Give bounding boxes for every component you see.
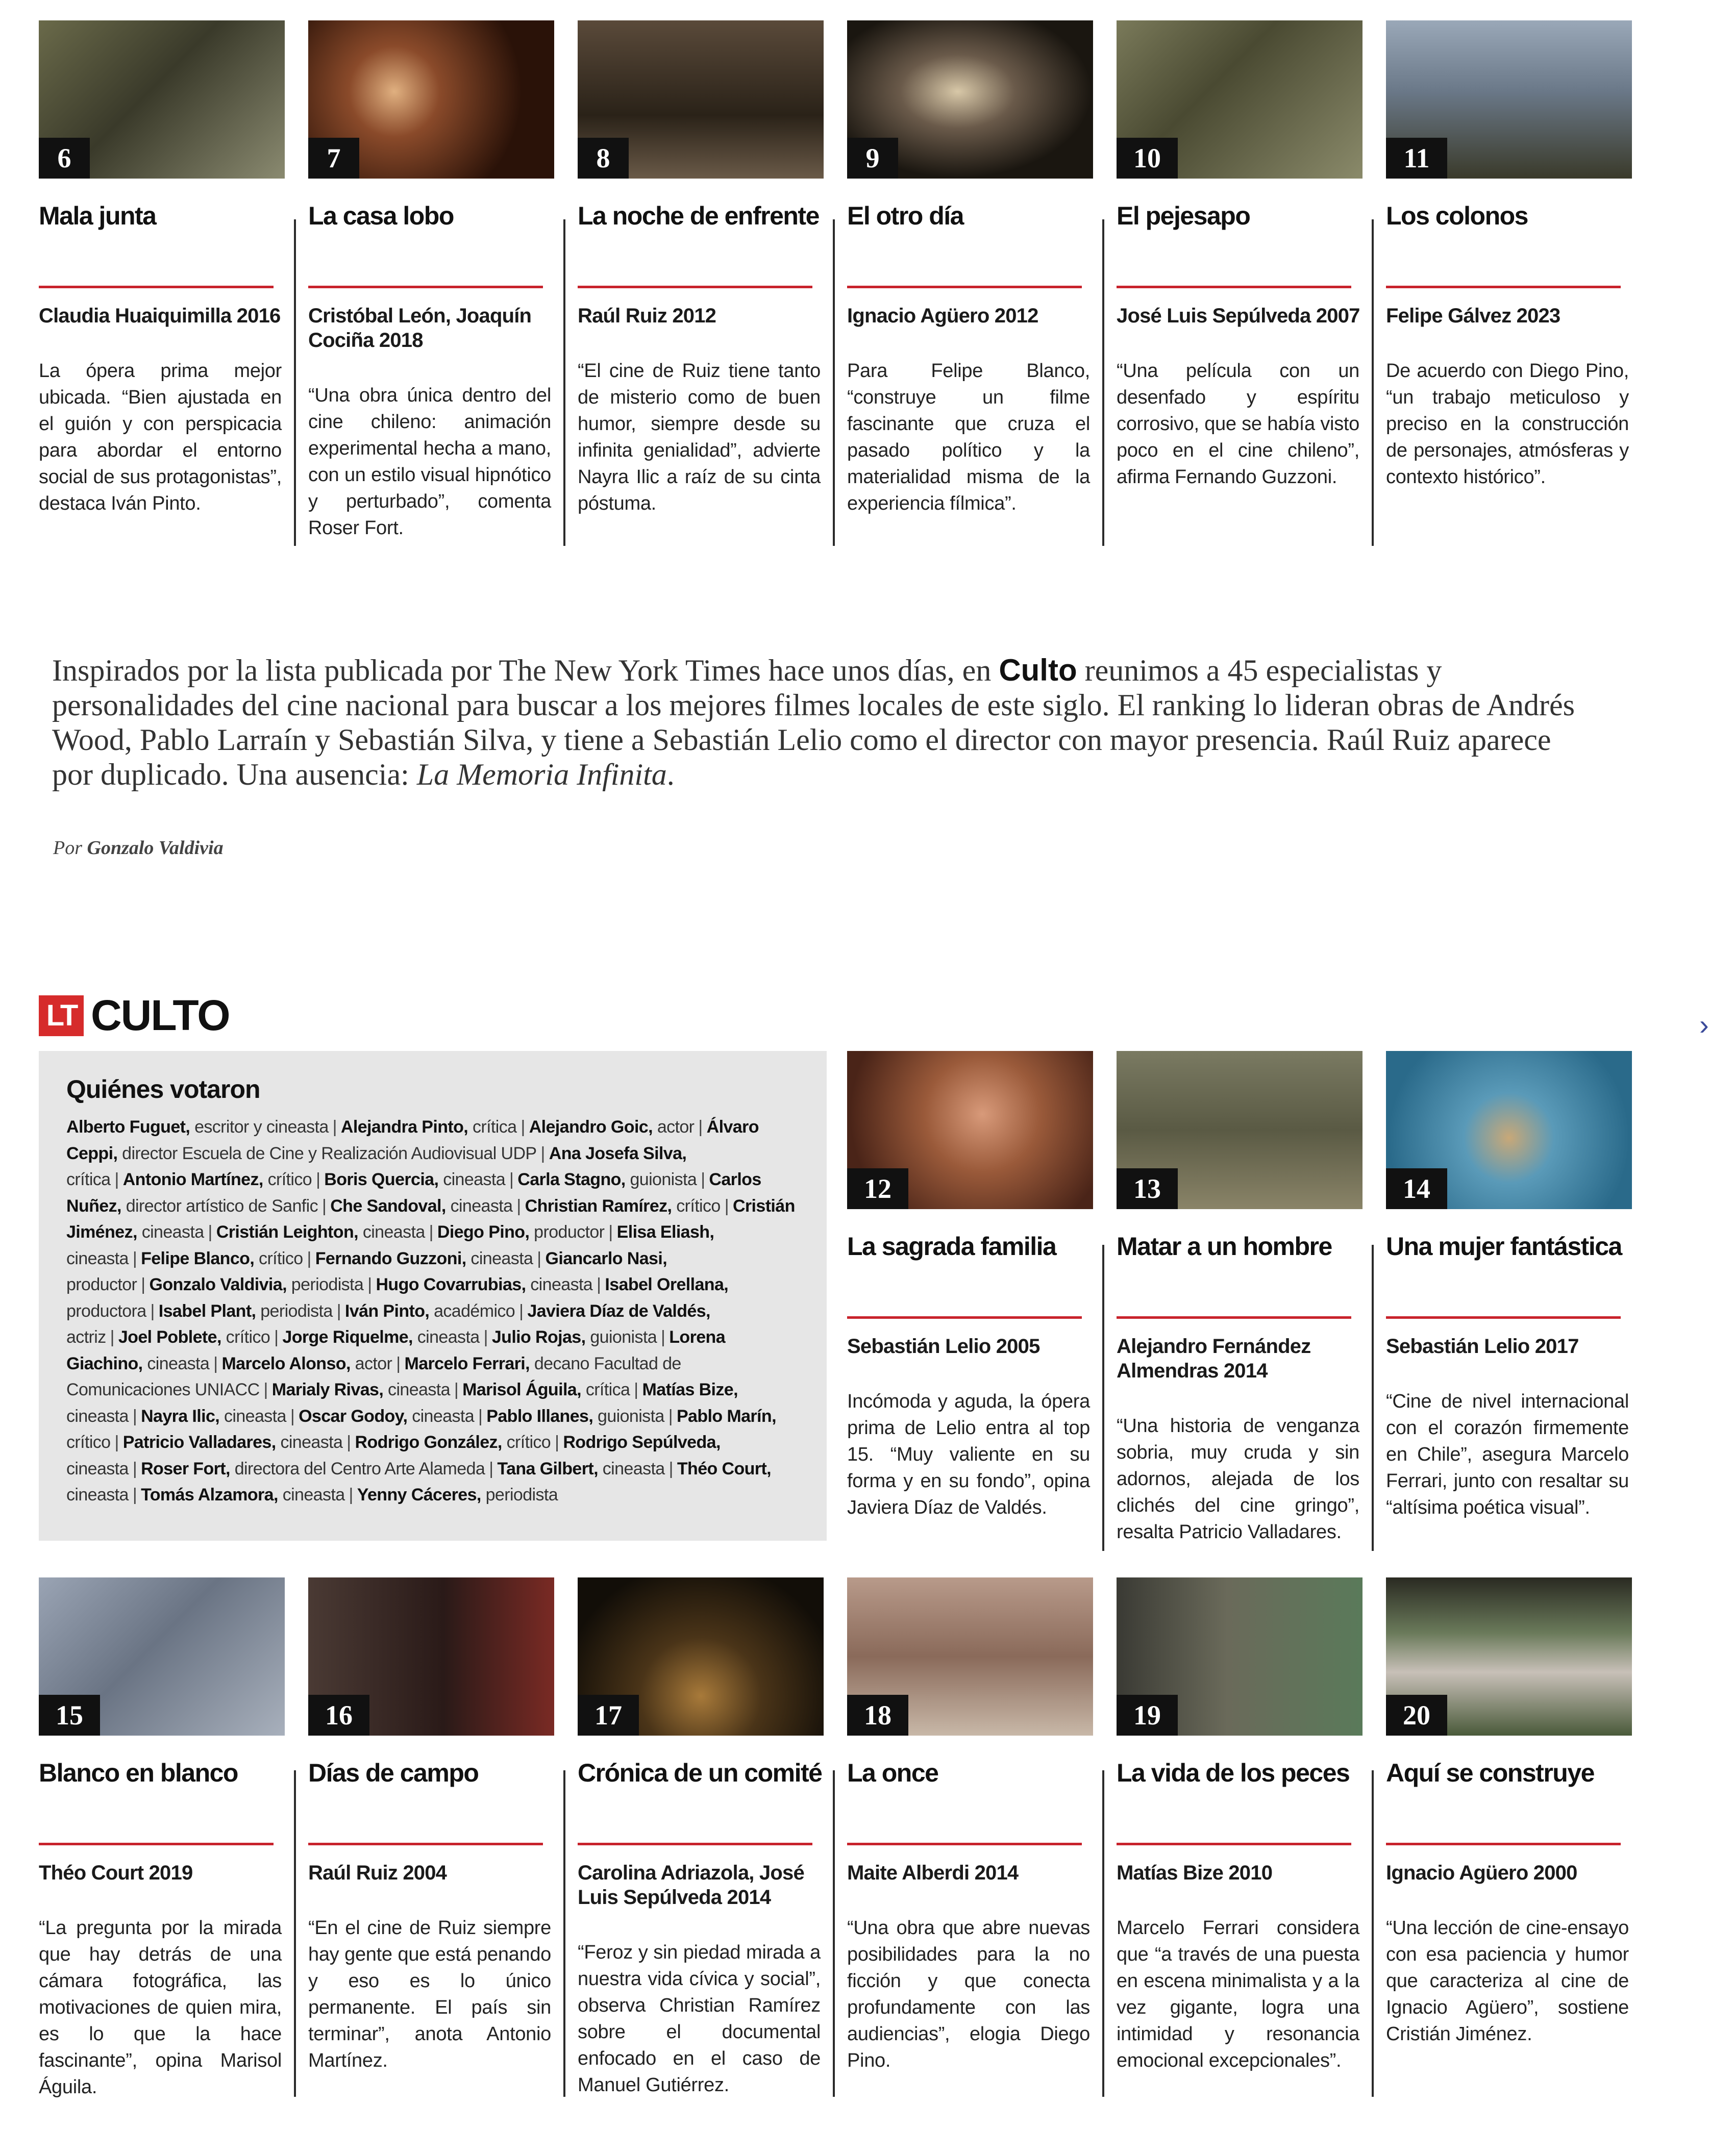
voter-name: Marialy Rivas, bbox=[271, 1380, 384, 1399]
rank-number: 16 bbox=[308, 1695, 369, 1736]
voter-role: crítico bbox=[259, 1248, 303, 1268]
red-rule bbox=[847, 1843, 1082, 1845]
next-page-chevron-icon[interactable]: › bbox=[1699, 1009, 1709, 1041]
voter-separator: | bbox=[597, 1275, 601, 1294]
voter-separator: | bbox=[132, 1459, 137, 1478]
voter-separator: | bbox=[701, 1170, 705, 1189]
red-rule bbox=[847, 286, 1082, 288]
voter-separator: | bbox=[110, 1327, 114, 1347]
voter-name: Rodrigo González, bbox=[355, 1433, 502, 1452]
voter-role: periodista bbox=[260, 1301, 333, 1321]
voter-separator: | bbox=[332, 1117, 337, 1137]
voter-role: crítica bbox=[472, 1117, 517, 1137]
voter-role: periodista bbox=[485, 1485, 558, 1505]
voter-name: Théo Court, bbox=[677, 1459, 772, 1478]
voter-name: Fernando Guzzoni, bbox=[315, 1248, 466, 1268]
voter-separator: | bbox=[346, 1433, 351, 1452]
voter-role: crítico bbox=[267, 1170, 312, 1189]
voter-role: cineasta bbox=[282, 1485, 345, 1505]
film-still bbox=[39, 1577, 285, 1736]
voter-name: Giancarlo Nasi, bbox=[545, 1248, 667, 1268]
film-director-year: Alejandro Fernández Almendras 2014 bbox=[1117, 1335, 1311, 1382]
voter-separator: | bbox=[132, 1485, 137, 1505]
column-divider bbox=[294, 219, 296, 546]
red-rule bbox=[578, 1843, 812, 1845]
lt-logo-mark: LT bbox=[39, 995, 84, 1036]
rank-number: 12 bbox=[847, 1168, 908, 1209]
voter-name: Isabel Orellana, bbox=[605, 1275, 729, 1294]
voter-separator: | bbox=[661, 1327, 665, 1347]
film-card-19 bbox=[1117, 1577, 1363, 2074]
film-quote: “En el cine de Ruiz siempre hay gente que está penando y eso es lo único permanente. El país sin terminar”, anota Antonio Martínez. bbox=[308, 1917, 551, 2071]
film-title: Una mujer fantástica bbox=[1386, 1232, 1622, 1261]
voter-role: directora del Centro Arte Alameda bbox=[234, 1459, 485, 1478]
voter-role: cineasta bbox=[66, 1248, 129, 1268]
voter-name: Javiera Díaz de Valdés, bbox=[527, 1301, 710, 1321]
voter-role: decano Facultad de Comunicaciones UNIACC bbox=[66, 1353, 681, 1399]
voter-name: Antonio Martínez, bbox=[122, 1170, 263, 1189]
rank-number: 15 bbox=[39, 1695, 100, 1736]
film-card-12 bbox=[847, 1051, 1093, 1521]
voter-separator: | bbox=[724, 1196, 729, 1216]
voter-name: Nayra Ilic, bbox=[141, 1406, 220, 1426]
film-title: Aquí se construye bbox=[1386, 1759, 1594, 1787]
voter-role: cineasta bbox=[362, 1222, 425, 1242]
rank-number: 20 bbox=[1386, 1695, 1447, 1736]
film-still bbox=[308, 20, 554, 179]
film-director-year: Carolina Adriazola, José Luis Sepúlveda 2014 bbox=[578, 1862, 804, 1909]
red-rule bbox=[1386, 1843, 1621, 1845]
rank-number: 10 bbox=[1117, 138, 1178, 179]
red-rule bbox=[39, 1843, 274, 1845]
column-divider bbox=[833, 219, 835, 546]
film-title: Mala junta bbox=[39, 202, 156, 230]
voter-role: actor bbox=[355, 1353, 392, 1373]
film-quote: “Feroz y sin piedad mirada a nuestra vida cívica y social”, observa Christian Ramírez sobre el documental enfocado en el caso de Manuel Gutiérrez. bbox=[578, 1942, 821, 2096]
voter-separator: | bbox=[208, 1222, 212, 1242]
film-still bbox=[847, 1051, 1093, 1209]
rank-number: 13 bbox=[1117, 1168, 1178, 1209]
film-still bbox=[1117, 1577, 1363, 1736]
film-quote: Marcelo Ferrari considera que “a través de una puesta en escena minimalista y a la vez gigante, logra una intimidad y resonancia emocional excepcionales”. bbox=[1117, 1917, 1359, 2071]
film-still bbox=[1117, 20, 1363, 179]
film-card-10 bbox=[1117, 20, 1363, 490]
voter-name: Cristián Leighton, bbox=[216, 1222, 358, 1242]
column-divider bbox=[833, 1770, 835, 2097]
voter-name: Ana Josefa Silva, bbox=[549, 1143, 687, 1163]
film-card-15 bbox=[39, 1577, 285, 2100]
voter-name: Che Sandoval, bbox=[330, 1196, 446, 1216]
voter-name: Carla Stagno, bbox=[517, 1170, 626, 1189]
film-title: La casa lobo bbox=[308, 202, 454, 230]
voter-role: cineasta bbox=[147, 1353, 210, 1373]
voter-role: cineasta bbox=[66, 1485, 129, 1505]
voters-list bbox=[66, 1114, 799, 1509]
film-card-7 bbox=[308, 20, 554, 541]
red-rule bbox=[1117, 1316, 1351, 1319]
voter-name: Oscar Godoy, bbox=[299, 1406, 408, 1426]
film-quote: “Una historia de venganza sobria, muy cruda y sin adornos, alejada de los clichés del cine gringo”, resalta Patricio Valladares. bbox=[1117, 1415, 1359, 1543]
film-director-year: Claudia Huaiquimilla 2016 bbox=[39, 305, 281, 327]
voter-separator: | bbox=[321, 1196, 327, 1216]
voter-role: guionista bbox=[590, 1327, 657, 1347]
voter-name: Gonzalo Valdivia, bbox=[149, 1275, 287, 1294]
column-divider bbox=[563, 1770, 565, 2097]
voter-role: crítico bbox=[506, 1433, 551, 1452]
red-rule bbox=[1386, 286, 1621, 288]
voter-name: Boris Quercia, bbox=[324, 1170, 439, 1189]
voter-role: director Escuela de Cine y Realización Audiovisual UDP bbox=[122, 1143, 537, 1163]
film-quote: “La pregunta por la mirada que hay detrás de una cámara fotográfica, las motivaciones de quien mira, es lo que la hace fascinante”, opina Marisol Águila. bbox=[39, 1917, 282, 2098]
intro-text-2: reunimos a 45 especialistas y personalidades del cine nacional para buscar a los mejores filmes locales de este siglo. El ranking lo lideran obras de Andrés Wood, Pablo Larraín y Sebastián Silva, y tiene a Sebastián Lelio como el director con mayor presencia. Raúl Ruiz aparece por duplicado. Una ausencia: bbox=[52, 654, 1575, 791]
voter-separator: | bbox=[114, 1433, 119, 1452]
film-title: Blanco en blanco bbox=[39, 1759, 238, 1787]
red-rule bbox=[39, 286, 274, 288]
culto-logo bbox=[39, 991, 230, 1040]
film-still bbox=[847, 20, 1093, 179]
column-divider bbox=[1372, 1245, 1374, 1551]
voter-separator: | bbox=[263, 1380, 268, 1399]
film-quote: La ópera prima mejor ubicada. “Bien ajustada en el guión y con perspicacia para abordar el entorno social de sus protagonistas”, destaca Iván Pinto. bbox=[39, 360, 282, 514]
voter-separator: | bbox=[336, 1301, 341, 1321]
byline-author: Gonzalo Valdivia bbox=[87, 837, 224, 859]
film-still bbox=[578, 1577, 824, 1736]
voter-role: periodista bbox=[291, 1275, 364, 1294]
voter-role: crítico bbox=[676, 1196, 721, 1216]
voter-separator: | bbox=[429, 1222, 433, 1242]
red-rule bbox=[1117, 1843, 1351, 1845]
film-director-year: Felipe Gálvez 2023 bbox=[1386, 305, 1560, 327]
voter-name: Joel Poblete, bbox=[118, 1327, 221, 1347]
voter-role: productor bbox=[66, 1275, 137, 1294]
voter-separator: | bbox=[516, 1196, 521, 1216]
voters-heading: Quiénes votaron bbox=[66, 1075, 260, 1104]
film-title: La vida de los peces bbox=[1117, 1759, 1350, 1787]
voter-separator: | bbox=[509, 1170, 514, 1189]
byline bbox=[53, 837, 224, 859]
film-still bbox=[1386, 1051, 1632, 1209]
voter-role: crítico bbox=[66, 1433, 111, 1452]
voter-role: crítica bbox=[66, 1170, 111, 1189]
voter-separator: | bbox=[290, 1406, 295, 1426]
film-card-16 bbox=[308, 1577, 554, 2074]
film-quote: “El cine de Ruiz tiene tanto de misterio como de buen humor, siempre desde su infinita genialidad”, advierte Nayra Ilic a raíz de su cinta póstuma. bbox=[578, 360, 821, 514]
voter-role: escritor y cineasta bbox=[194, 1117, 329, 1137]
voter-role: cineasta bbox=[66, 1406, 129, 1426]
voter-role: cineasta bbox=[388, 1380, 450, 1399]
voter-separator: | bbox=[521, 1117, 525, 1137]
rank-number: 14 bbox=[1386, 1168, 1447, 1209]
film-still bbox=[308, 1577, 554, 1736]
film-director-year: Ignacio Agüero 2000 bbox=[1386, 1862, 1577, 1884]
voter-name: Elisa Eliash, bbox=[616, 1222, 714, 1242]
voter-role: guionista bbox=[630, 1170, 697, 1189]
film-title: La noche de enfrente bbox=[578, 202, 819, 230]
rank-number: 11 bbox=[1386, 138, 1447, 179]
film-director-year: Sebastián Lelio 2005 bbox=[847, 1335, 1040, 1358]
voter-separator: | bbox=[367, 1275, 372, 1294]
red-rule bbox=[578, 286, 812, 288]
voter-separator: | bbox=[555, 1433, 559, 1452]
voter-name: Alejandra Pinto, bbox=[340, 1117, 468, 1137]
voter-separator: | bbox=[316, 1170, 320, 1189]
column-divider bbox=[563, 219, 565, 546]
voter-separator: | bbox=[489, 1459, 493, 1478]
voter-name: Pablo Marín, bbox=[676, 1406, 776, 1426]
film-quote: “Una lección de cine-ensayo con esa paciencia y humor que caracteriza al cine de Ignacio Agüero”, sostiene Cristián Jiménez. bbox=[1386, 1917, 1629, 2045]
film-card-6 bbox=[39, 20, 285, 517]
byline-prefix: Por bbox=[53, 837, 82, 859]
column-divider bbox=[1372, 219, 1374, 546]
voter-separator: | bbox=[608, 1222, 613, 1242]
voter-role: cineasta bbox=[224, 1406, 286, 1426]
rank-number: 17 bbox=[578, 1695, 639, 1736]
voter-separator: | bbox=[537, 1248, 541, 1268]
film-title: El pejesapo bbox=[1117, 202, 1250, 230]
film-quote: “Una obra única dentro del cine chileno: animación experimental hecha a mano, con un estilo visual hipnótico y perturbado”, comenta Roser Fort. bbox=[308, 385, 551, 539]
voter-separator: | bbox=[540, 1143, 545, 1163]
column-divider bbox=[1102, 1770, 1104, 2097]
red-rule bbox=[847, 1316, 1082, 1319]
voter-separator: | bbox=[307, 1248, 311, 1268]
voter-name: Marisol Águila, bbox=[462, 1380, 581, 1399]
voter-separator: | bbox=[141, 1275, 145, 1294]
rank-number: 9 bbox=[847, 138, 898, 179]
voter-name: Diego Pino, bbox=[437, 1222, 530, 1242]
film-quote: “Cine de nivel internacional con el corazón firmemente en Chile”, asegura Marcelo Ferrari, junto con resaltar su “altísima poética visual”. bbox=[1386, 1391, 1629, 1518]
film-still bbox=[1117, 1051, 1363, 1209]
red-rule bbox=[308, 1843, 543, 1845]
voter-role: cineasta bbox=[66, 1459, 129, 1478]
voter-role: cineasta bbox=[412, 1406, 475, 1426]
voter-role: cineasta bbox=[450, 1196, 513, 1216]
voter-name: Hugo Covarrubias, bbox=[376, 1275, 526, 1294]
rank-number: 18 bbox=[847, 1695, 908, 1736]
voter-role: cineasta bbox=[470, 1248, 533, 1268]
film-card-11 bbox=[1386, 20, 1632, 490]
film-quote: Incómoda y aguda, la ópera prima de Lelio entra al top 15. “Muy valiente en su forma y en su fondo”, opina Javiera Díaz de Valdés. bbox=[847, 1391, 1090, 1518]
red-rule bbox=[1386, 1316, 1621, 1319]
film-card-9 bbox=[847, 20, 1093, 517]
voter-separator: | bbox=[150, 1301, 155, 1321]
voter-name: Lorena Giachino, bbox=[66, 1327, 726, 1373]
absent-film-title: La Memoria Infinita bbox=[416, 758, 667, 791]
intro-text: Inspirados por la lista publicada por The New York Times hace unos días, en bbox=[52, 654, 999, 687]
voter-name: Carlos Nuñez, bbox=[66, 1170, 761, 1216]
voter-role: actor bbox=[657, 1117, 695, 1137]
film-title: Los colonos bbox=[1386, 202, 1528, 230]
film-still bbox=[1386, 20, 1632, 179]
voter-role: crítica bbox=[585, 1380, 630, 1399]
film-title: La sagrada familia bbox=[847, 1232, 1056, 1261]
voter-role: actriz bbox=[66, 1327, 106, 1347]
voter-name: Iván Pinto, bbox=[344, 1301, 430, 1321]
voter-name: Yenny Cáceres, bbox=[357, 1485, 481, 1505]
voter-name: Álvaro Ceppi, bbox=[66, 1117, 759, 1163]
film-quote: “Una película con un desenfado y espíritu corrosivo, que se había visto poco en el cine chileno”, afirma Fernando Guzzoni. bbox=[1117, 360, 1359, 488]
voter-separator: | bbox=[634, 1380, 638, 1399]
voter-name: Tana Gilbert, bbox=[497, 1459, 598, 1478]
film-still bbox=[847, 1577, 1093, 1736]
voter-role: director artístico de Sanfic bbox=[126, 1196, 318, 1216]
voter-separator: | bbox=[483, 1327, 488, 1347]
voter-name: Rodrigo Sepúlveda, bbox=[563, 1433, 721, 1452]
voter-separator: | bbox=[114, 1170, 119, 1189]
red-rule bbox=[308, 286, 543, 288]
film-title: La once bbox=[847, 1759, 938, 1787]
film-title: Matar a un hombre bbox=[1117, 1232, 1332, 1261]
film-director-year: Sebastián Lelio 2017 bbox=[1386, 1335, 1579, 1358]
voter-role: cineasta bbox=[141, 1222, 204, 1242]
film-director-year: Ignacio Agüero 2012 bbox=[847, 305, 1038, 327]
red-rule bbox=[1117, 286, 1351, 288]
film-card-8 bbox=[578, 20, 824, 517]
voter-name: Christian Ramírez, bbox=[525, 1196, 672, 1216]
voter-role: cineasta bbox=[530, 1275, 593, 1294]
voter-separator: | bbox=[698, 1117, 703, 1137]
rank-number: 8 bbox=[578, 138, 629, 179]
film-director-year: Cristóbal León, Joaquín Cociña 2018 bbox=[308, 305, 532, 352]
intro-paragraph bbox=[52, 653, 1583, 792]
voter-separator: | bbox=[668, 1406, 673, 1426]
intro-end: . bbox=[666, 758, 675, 791]
voter-role: cineasta bbox=[602, 1459, 665, 1478]
voter-separator: | bbox=[454, 1380, 459, 1399]
rank-number: 19 bbox=[1117, 1695, 1178, 1736]
voter-role: cineasta bbox=[280, 1433, 343, 1452]
film-director-year: Maite Alberdi 2014 bbox=[847, 1862, 1019, 1884]
film-still bbox=[578, 20, 824, 179]
voter-role: productor bbox=[534, 1222, 605, 1242]
voter-name: Roser Fort, bbox=[141, 1459, 230, 1478]
voter-role: productora bbox=[66, 1301, 146, 1321]
column-divider bbox=[1102, 219, 1104, 546]
voter-separator: | bbox=[519, 1301, 524, 1321]
film-quote: “Una obra que abre nuevas posibilidades para la no ficción y que conecta profundamente con las audiencias”, elogia Diego Pino. bbox=[847, 1917, 1090, 2071]
film-still bbox=[39, 20, 285, 179]
voter-name: Matías Bize, bbox=[642, 1380, 738, 1399]
voter-separator: | bbox=[213, 1353, 218, 1373]
voter-name: Marcelo Ferrari, bbox=[404, 1353, 530, 1373]
voter-name: Cristián Jiménez, bbox=[66, 1196, 795, 1242]
voter-name: Jorge Riquelme, bbox=[282, 1327, 413, 1347]
brand-name: Culto bbox=[999, 653, 1077, 687]
voter-role: cineasta bbox=[443, 1170, 506, 1189]
film-card-14 bbox=[1386, 1051, 1632, 1521]
column-divider bbox=[1372, 1770, 1374, 2097]
film-title: Días de campo bbox=[308, 1759, 479, 1787]
film-director-year: Matías Bize 2010 bbox=[1117, 1862, 1273, 1884]
film-director-year: Raúl Ruiz 2004 bbox=[308, 1862, 447, 1884]
film-quote: De acuerdo con Diego Pino, “un trabajo meticuloso y preciso en la construcción de personajes, atmósferas y contexto histórico”. bbox=[1386, 360, 1629, 488]
rank-number: 7 bbox=[308, 138, 359, 179]
voter-name: Alberto Fuguet, bbox=[66, 1117, 190, 1137]
film-card-20 bbox=[1386, 1577, 1632, 2047]
column-divider bbox=[1102, 1245, 1104, 1551]
rank-number: 6 bbox=[39, 138, 90, 179]
voter-role: cineasta bbox=[417, 1327, 480, 1347]
film-quote: Para Felipe Blanco, “construye un filme fascinante que cruza el pasado político y la materialidad misma de la experiencia fílmica”. bbox=[847, 360, 1090, 514]
film-director-year: José Luis Sepúlveda 2007 bbox=[1117, 305, 1360, 327]
film-card-17 bbox=[578, 1577, 824, 2098]
logo-wordmark: CULTO bbox=[91, 991, 230, 1039]
voter-name: Tomás Alzamora, bbox=[141, 1485, 278, 1505]
voter-name: Felipe Blanco, bbox=[141, 1248, 255, 1268]
voter-separator: | bbox=[132, 1248, 137, 1268]
voter-role: crítico bbox=[226, 1327, 270, 1347]
voter-separator: | bbox=[396, 1353, 401, 1373]
voter-separator: | bbox=[478, 1406, 483, 1426]
voter-separator: | bbox=[668, 1459, 673, 1478]
film-title: Crónica de un comité bbox=[578, 1759, 822, 1787]
film-director-year: Raúl Ruiz 2012 bbox=[578, 305, 716, 327]
column-divider bbox=[294, 1770, 296, 2097]
film-director-year: Théo Court 2019 bbox=[39, 1862, 193, 1884]
film-still bbox=[1386, 1577, 1632, 1736]
voter-name: Marcelo Alonso, bbox=[221, 1353, 351, 1373]
voter-name: Alejandro Goic, bbox=[529, 1117, 653, 1137]
voter-name: Patricio Valladares, bbox=[122, 1433, 276, 1452]
film-card-18 bbox=[847, 1577, 1093, 2074]
voter-name: Julio Rojas, bbox=[491, 1327, 586, 1347]
voter-role: guionista bbox=[598, 1406, 664, 1426]
voter-separator: | bbox=[349, 1485, 353, 1505]
voter-name: Pablo Illanes, bbox=[486, 1406, 593, 1426]
voters-box bbox=[39, 1051, 827, 1541]
voter-separator: | bbox=[132, 1406, 137, 1426]
voter-name: Isabel Plant, bbox=[158, 1301, 256, 1321]
film-title: El otro día bbox=[847, 202, 963, 230]
voter-separator: | bbox=[274, 1327, 279, 1347]
voter-role: académico bbox=[434, 1301, 515, 1321]
film-card-13 bbox=[1117, 1051, 1363, 1545]
